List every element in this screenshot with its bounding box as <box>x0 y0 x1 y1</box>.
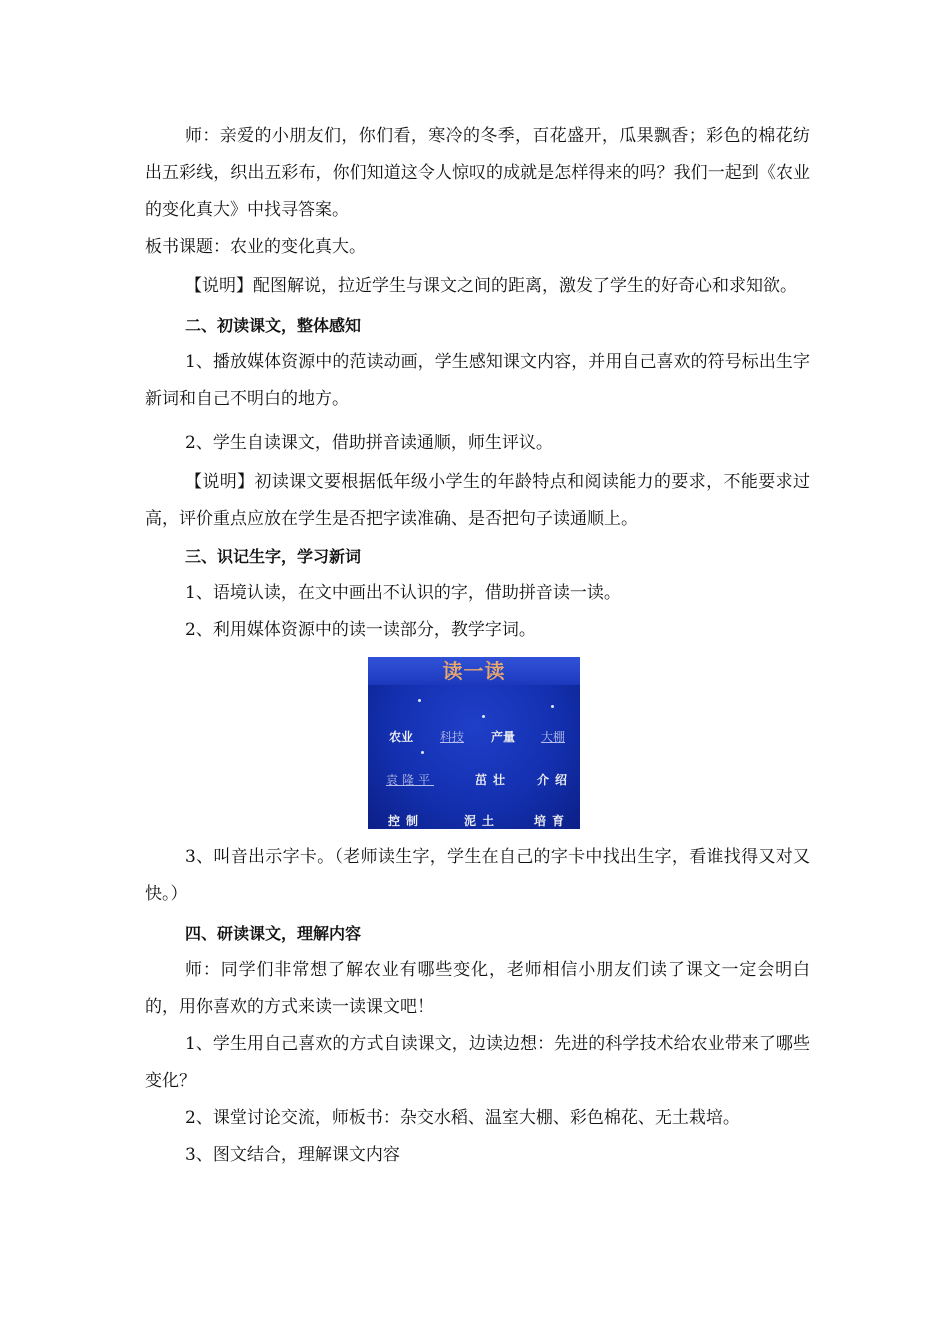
section-heading-3: 三、识记生字，学习新词 <box>185 547 362 566</box>
star-decoration <box>418 699 421 702</box>
paragraph-step-2-2: 2、学生自读课文，借助拼音读通顺，师生评议。 <box>185 433 553 453</box>
star-decoration <box>421 751 424 754</box>
figure-word: 培育 <box>534 814 571 828</box>
section-heading-2: 二、初读课文，整体感知 <box>185 316 362 335</box>
figure-word: 泥土 <box>464 814 501 828</box>
paragraph-step-3-3: 3、叫音出示字卡。（老师读生字，学生在自己的字卡中找出生字，看谁找得又对又快。） <box>145 847 810 904</box>
figure-word: 介绍 <box>537 773 574 787</box>
paragraph-note-1: 【说明】配图解说，拉近学生与课文之间的距离，激发了学生的好奇心和求知欲。 <box>185 276 797 296</box>
paragraph-note-2: 【说明】初读课文要根据低年级小学生的年龄特点和阅读能力的要求，不能要求过高，评价重点应放在学生是否把字读准确、是否把句子读通顺上。 <box>145 472 810 529</box>
section-heading-4: 四、研读课文，理解内容 <box>185 924 362 943</box>
figure-word: 农业 <box>389 730 414 744</box>
figure-container <box>145 657 810 833</box>
figure-word-link[interactable]: 袁隆平 <box>386 773 435 787</box>
read-aloud-figure <box>368 657 580 829</box>
paragraph-step-2-1: 1、播放媒体资源中的范读动画，学生感知课文内容，并用自己喜欢的符号标出生字新词和自己不明白的地方。 <box>145 352 810 409</box>
paragraph-step-4-1: 1、学生用自己喜欢的方式自读课文，边读边想：先进的科学技术给农业带来了哪些变化？ <box>145 1034 810 1091</box>
figure-word: 控制 <box>388 814 425 828</box>
figure-title: 读一读 <box>368 657 580 685</box>
paragraph-teacher-prompt: 师：同学们非常想了解农业有哪些变化，老师相信小朋友们读了课文一定会明白的，用你喜欢的方式来读一读课文吧！ <box>145 960 810 1017</box>
star-decoration <box>551 705 554 708</box>
figure-word-link[interactable]: 科技 <box>440 730 465 744</box>
figure-word: 产量 <box>491 730 516 744</box>
document-page <box>145 118 810 1174</box>
star-decoration <box>482 715 485 718</box>
paragraph-intro: 师：亲爱的小朋友们，你们看，寒冷的冬季，百花盛开，瓜果飘香；彩色的棉花纺出五彩线，织出五彩布，你们知道这令人惊叹的成就是怎样得来的吗？我们一起到《农业的变化真大》中找寻答案。 <box>145 126 810 220</box>
paragraph-board-title: 板书课题：农业的变化真大。 <box>145 237 366 257</box>
paragraph-step-4-3: 3、图文结合，理解课文内容 <box>185 1145 400 1165</box>
figure-word: 茁壮 <box>475 773 512 787</box>
paragraph-step-4-2: 2、课堂讨论交流，师板书：杂交水稻、温室大棚、彩色棉花、无土栽培。 <box>185 1108 740 1128</box>
paragraph-step-3-1: 1、语境认读，在文中画出不认识的字，借助拼音读一读。 <box>185 583 621 603</box>
paragraph-step-3-2: 2、利用媒体资源中的读一读部分，教学字词。 <box>185 620 536 640</box>
figure-word-link[interactable]: 大棚 <box>541 730 566 744</box>
